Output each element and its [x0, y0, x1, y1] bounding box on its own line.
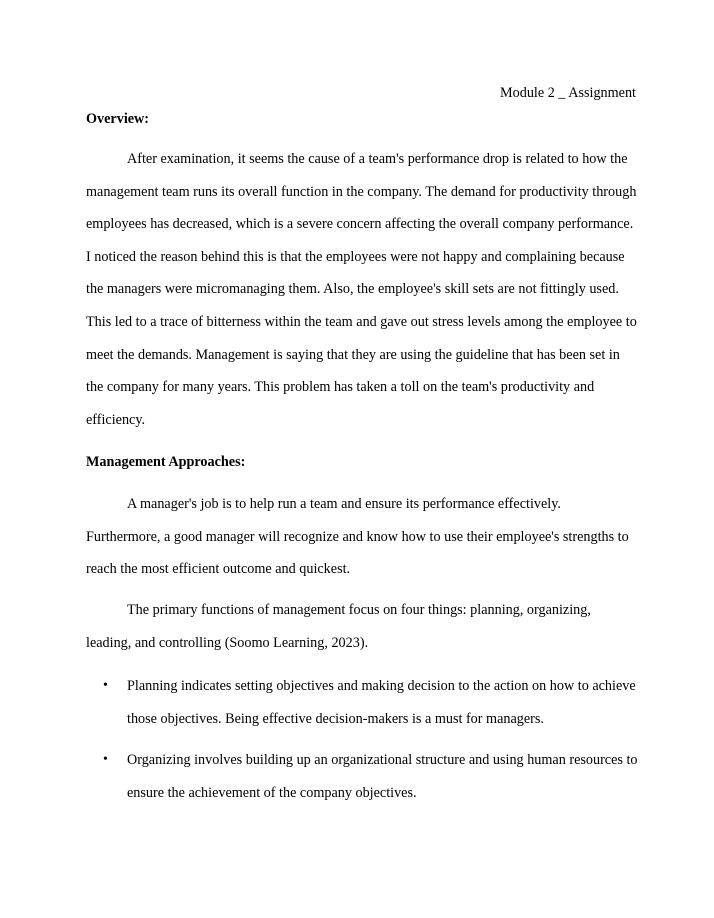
- overview-heading: Overview:: [86, 111, 150, 127]
- paragraph-line: meet the demands. Management is saying that they are using the guideline that has been set in: [86, 346, 620, 363]
- management-paragraph-1: [86, 488, 642, 586]
- paragraph-line: management team runs its overall function in the company. The demand for productivity through: [86, 183, 637, 200]
- overview-paragraph: [86, 143, 642, 436]
- paragraph-line: This led to a trace of bitterness within the team and gave out stress levels among the employee to: [86, 313, 637, 330]
- paragraph-line: Furthermore, a good manager will recognize and know how to use their employee's strengths to: [86, 528, 629, 545]
- bullet-dot-icon: •: [103, 752, 108, 767]
- bullet-text: [127, 744, 647, 809]
- paragraph-line: the company for many years. This problem has taken a toll on the team's productivity and: [86, 379, 595, 396]
- bullet-line: ensure the achievement of the company objectives.: [127, 784, 417, 801]
- paragraph-line: A manager's job is to help run a team and ensure its performance effectively.: [127, 496, 561, 512]
- management-approaches-heading: Management Approaches:: [86, 454, 246, 470]
- bullet-line: Organizing involves building up an organizational structure and using human resources to: [127, 752, 638, 768]
- paragraph-line: leading, and controlling (Soomo Learning, 2023).: [86, 634, 369, 651]
- paragraph-line: the managers were micromanaging them. Also, the employee's skill sets are not fittingly used.: [86, 281, 619, 298]
- paragraph-line: efficiency.: [86, 411, 146, 428]
- paragraph-line: The primary functions of management focus on four things: planning, organizing,: [127, 602, 591, 618]
- running-header: Module 2 _ Assignment: [500, 85, 636, 101]
- bullet-line: Planning indicates setting objectives and making decision to the action on how to achieve: [127, 678, 636, 694]
- bullet-dot-icon: •: [103, 678, 108, 693]
- paragraph-line: employees has decreased, which is a severe concern affecting the overall company performance.: [86, 216, 634, 233]
- bullet-text: [127, 670, 647, 735]
- paragraph-line: reach the most efficient outcome and quickest.: [86, 561, 351, 578]
- bullet-line: those objectives. Being effective decision-makers is a must for managers.: [127, 710, 544, 727]
- paragraph-line: After examination, it seems the cause of a team's performance drop is related to how the: [127, 151, 628, 167]
- management-paragraph-2: [86, 594, 642, 659]
- paragraph-line: I noticed the reason behind this is that the employees were not happy and complaining because: [86, 248, 625, 265]
